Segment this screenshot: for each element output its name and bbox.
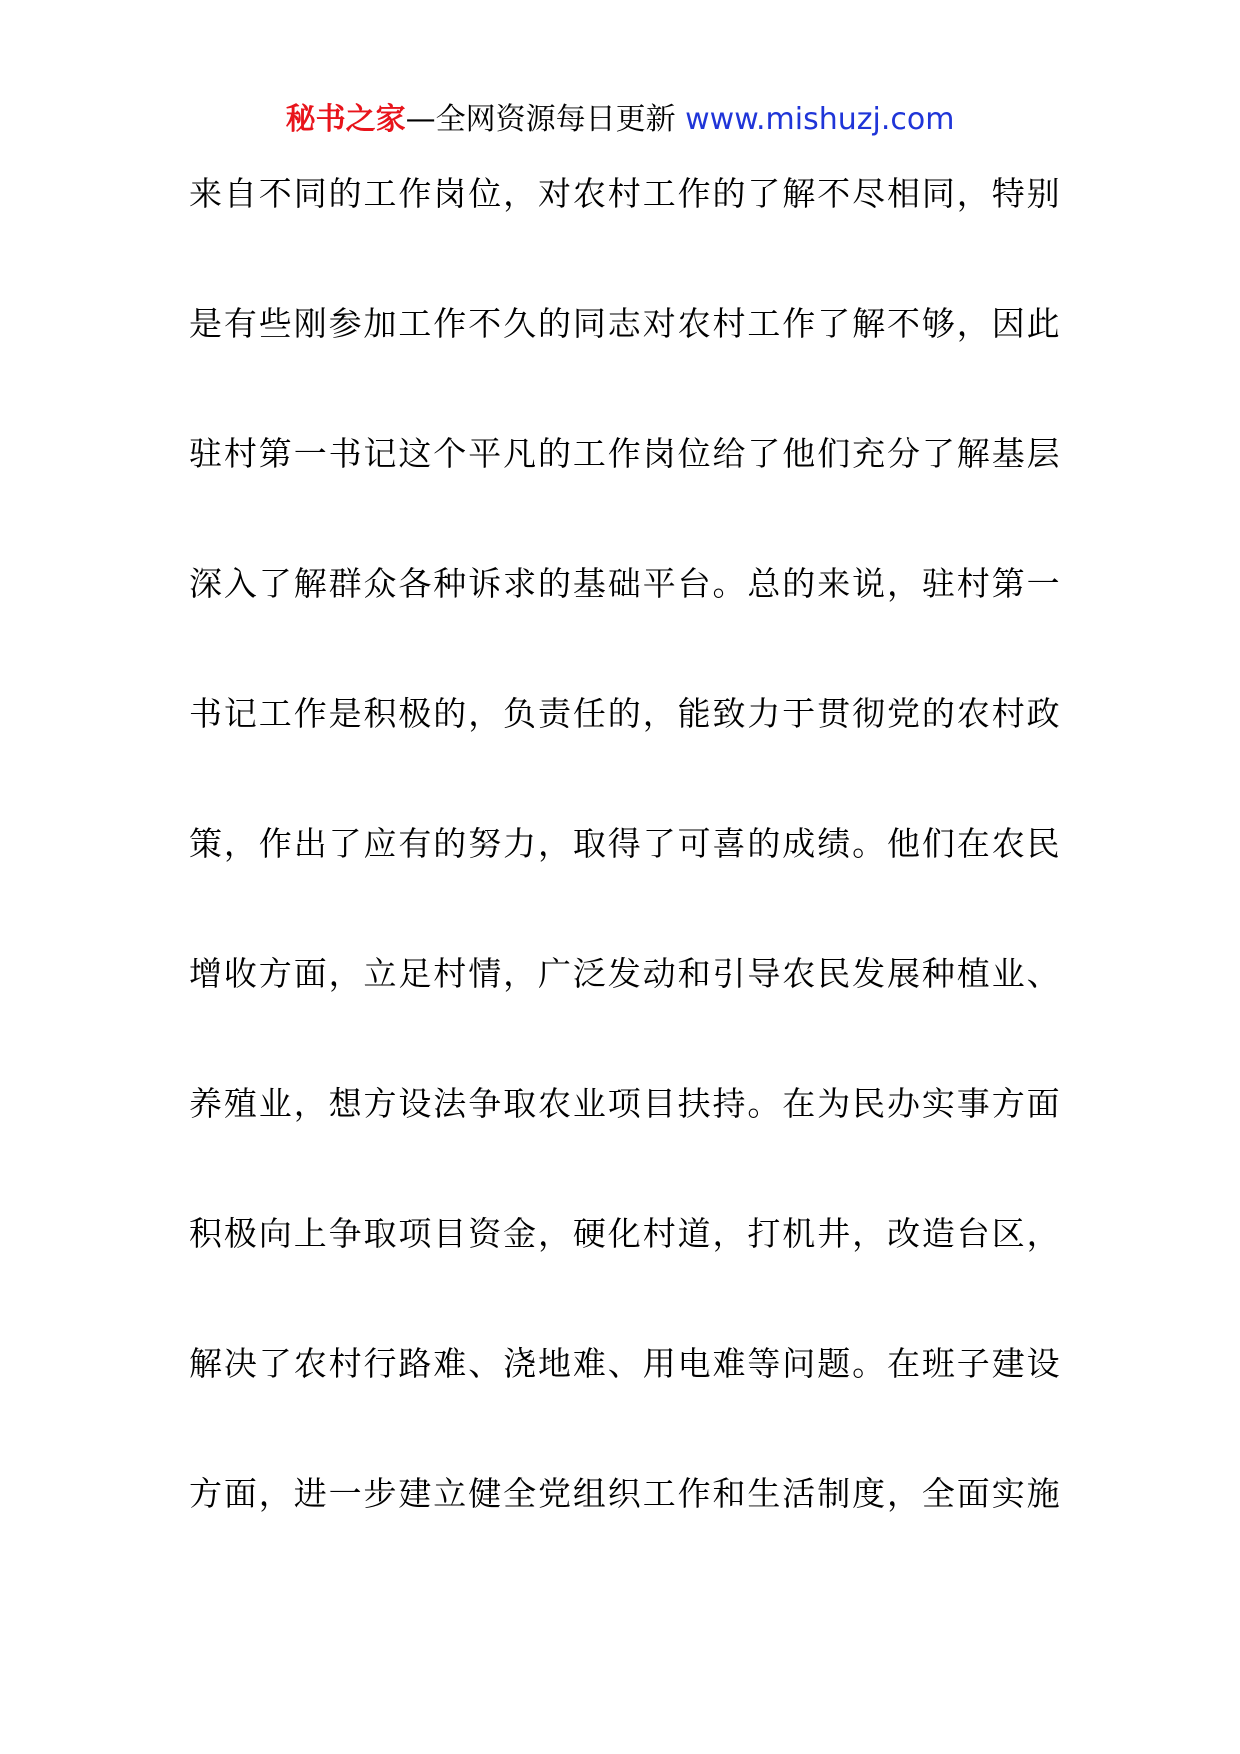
text-line: 策，作出了应有的努力，取得了可喜的成绩。他们在农民 [189,824,1061,863]
text-line: 驻村第一书记这个平凡的工作岗位给了他们充分了解基层 [189,434,1061,473]
page-header [0,100,1240,140]
text-line: 书记工作是积极的，负责任的，能致力于贯彻党的农村政 [189,694,1061,733]
brand-name: 秘书之家 [285,102,406,137]
header-url[interactable]: www.mishuzj.com [685,102,955,137]
text-line: 积极向上争取项目资金，硬化村道，打机井，改造台区， [189,1214,1061,1253]
text-line: 深入了解群众各种诉求的基础平台。总的来说，驻村第一 [189,564,1061,603]
text-line: 方面，进一步建立健全党组织工作和生活制度，全面实施 [189,1474,1061,1513]
text-line: 来自不同的工作岗位，对农村工作的了解不尽相同，特别 [189,174,1061,213]
text-line: 养殖业，想方设法争取农业项目扶持。在为民办实事方面 [189,1084,1061,1123]
text-line: 解决了农村行路难、浇地难、用电难等问题。在班子建设 [189,1344,1061,1383]
body-text [189,168,1061,1598]
header-tagline: —全网资源每日更新 [405,102,676,137]
text-line: 增收方面，立足村情，广泛发动和引导农民发展种植业、 [189,954,1061,993]
text-line: 是有些刚参加工作不久的同志对农村工作了解不够，因此 [189,304,1061,343]
